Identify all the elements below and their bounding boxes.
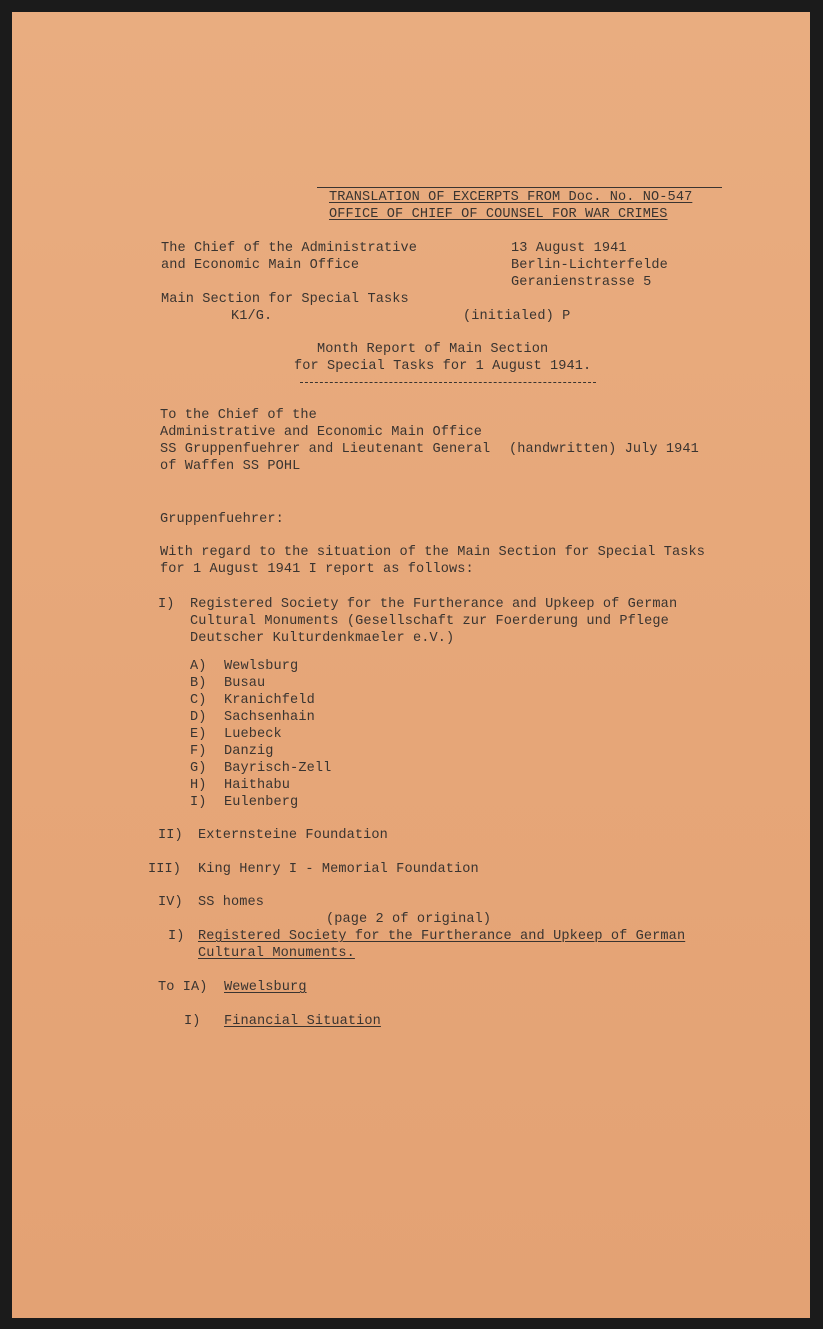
sender-line-1: The Chief of the Administrative <box>161 241 417 256</box>
section-1-line-3: Deutscher Kulturdenkmaeler e.V.) <box>190 631 455 646</box>
recipient-line-3: SS Gruppenfuehrer and Lieutenant General <box>160 442 491 457</box>
document-place: Berlin-Lichterfelde <box>511 258 668 273</box>
salutation: Gruppenfuehrer: <box>160 512 284 527</box>
sender-line-2: and Economic Main Office <box>161 258 360 273</box>
list-item-letter: E) <box>190 727 207 742</box>
list-item-letter: I) <box>190 795 207 810</box>
header-top-rule <box>317 187 722 188</box>
page-note: (page 2 of original) <box>326 912 492 927</box>
report-title-line-1: Month Report of Main Section <box>317 342 549 357</box>
intro-line-1: With regard to the situation of the Main Section for Special Tasks <box>160 545 705 560</box>
section-3-number: III) <box>148 862 182 877</box>
list-item-name: Bayrisch-Zell <box>224 761 332 776</box>
list-item-name: Luebeck <box>224 727 282 742</box>
list-item-letter: B) <box>190 676 207 691</box>
list-item-letter: G) <box>190 761 207 776</box>
list-item-name: Haithabu <box>224 778 291 793</box>
document-page <box>12 12 810 1318</box>
list-item-letter: D) <box>190 710 207 725</box>
list-item-letter: C) <box>190 693 207 708</box>
recipient-line-4: of Waffen SS POHL <box>160 459 301 474</box>
section-1-line-2: Cultural Monuments (Gesellschaft zur Foerderung und Pflege <box>190 614 669 629</box>
list-item-name: Kranichfeld <box>224 693 315 708</box>
heading-1-line-1: Registered Society for the Furtherance and Upkeep of German <box>198 929 686 944</box>
list-item-letter: H) <box>190 778 207 793</box>
section-4-text: SS homes <box>198 895 265 910</box>
intro-line-2: for 1 August 1941 I report as follows: <box>160 562 474 577</box>
heading-1-line-2: Cultural Monuments. <box>198 946 355 961</box>
list-item-name: Busau <box>224 676 266 691</box>
financial-number: I) <box>184 1014 201 1029</box>
section-1-number: I) <box>158 597 175 612</box>
to-ia-text: Wewelsburg <box>224 980 307 995</box>
section-1-line-1: Registered Society for the Furtherance and Upkeep of German <box>190 597 678 612</box>
list-item-name: Eulenberg <box>224 795 299 810</box>
title-dashed-rule <box>300 382 596 383</box>
sender-section: Main Section for Special Tasks <box>161 292 409 307</box>
recipient-line-1: To the Chief of the <box>160 408 317 423</box>
list-item-letter: F) <box>190 744 207 759</box>
report-title-line-2: for Special Tasks for 1 August 1941. <box>294 359 592 374</box>
header-office-line: OFFICE OF CHIEF OF COUNSEL FOR WAR CRIMES <box>329 207 668 222</box>
section-2-number: II) <box>158 828 183 843</box>
sender-reference: K1/G. <box>231 309 273 324</box>
document-date: 13 August 1941 <box>511 241 627 256</box>
list-item-name: Wewlsburg <box>224 659 299 674</box>
section-4-number: IV) <box>158 895 183 910</box>
initialed-mark: (initialed) P <box>463 309 571 324</box>
financial-text: Financial Situation <box>224 1014 381 1029</box>
list-item-name: Danzig <box>224 744 274 759</box>
header-translation-line: TRANSLATION OF EXCERPTS FROM Doc. No. NO-547 <box>329 190 693 205</box>
list-item-name: Sachsenhain <box>224 710 315 725</box>
recipient-line-2: Administrative and Economic Main Office <box>160 425 483 440</box>
section-3-text: King Henry I - Memorial Foundation <box>198 862 479 877</box>
document-street: Geranienstrasse 5 <box>511 275 652 290</box>
handwritten-note: (handwritten) July 1941 <box>509 442 699 457</box>
section-2-text: Externsteine Foundation <box>198 828 388 843</box>
heading-1-number: I) <box>168 929 185 944</box>
to-ia-label: To IA) <box>158 980 208 995</box>
list-item-letter: A) <box>190 659 207 674</box>
